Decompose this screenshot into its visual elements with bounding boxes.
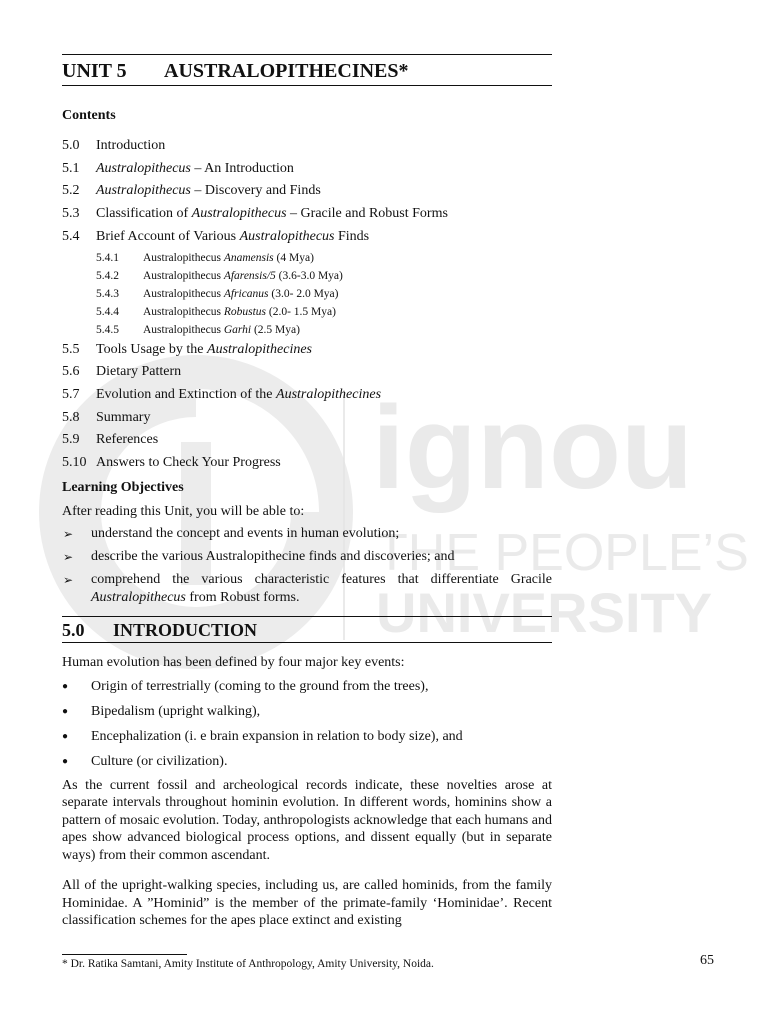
objective-text: describe the various Australopithecine finds and discoveries; and	[91, 548, 455, 564]
toc-item	[62, 361, 552, 384]
toc-number: 5.10	[62, 455, 87, 471]
toc-item	[62, 203, 552, 226]
page-number: 65	[700, 953, 714, 968]
toc-number: 5.2	[62, 183, 80, 199]
list-item-text: Culture (or civilization).	[91, 753, 228, 769]
toc-number: 5.0	[62, 138, 80, 153]
toc-label: Australopithecus Robustus (2.0- 1.5 Mya)	[143, 305, 336, 318]
list-item-text: Bipedalism (upright walking),	[91, 703, 261, 719]
toc-label: Australopithecus Anamensis (4 Mya)	[143, 251, 314, 264]
section-heading-introduction	[62, 616, 552, 643]
toc-subitem	[62, 249, 552, 267]
list-item	[62, 727, 552, 746]
page-body	[62, 54, 552, 930]
bullet-icon: ●	[62, 755, 69, 767]
toc-number: 5.6	[62, 364, 80, 380]
toc-label: Summary	[96, 409, 151, 425]
toc-number: 5.9	[62, 432, 80, 448]
toc-label: References	[96, 432, 159, 448]
toc-subitem	[62, 267, 552, 285]
section-number: 5.0	[62, 619, 85, 640]
watermark-the-peoples: THE PEOPLE’S	[376, 524, 749, 582]
toc-item	[62, 135, 552, 158]
objective-item	[62, 571, 552, 607]
list-item	[62, 702, 552, 721]
toc-number: 5.5	[62, 341, 80, 357]
toc-label: Evolution and Extinction of the Australopithecines	[96, 386, 382, 402]
table-of-contents	[62, 135, 552, 475]
toc-label: Brief Account of Various Australopithecus Finds	[96, 228, 370, 244]
footnote: * Dr. Ratika Samtani, Amity Institute of Anthropology, Amity University, Noida.	[62, 958, 434, 970]
toc-label: Answers to Check Your Progress	[96, 455, 281, 471]
objective-item	[62, 525, 552, 543]
toc-label: Australopithecus Africanus (3.0- 2.0 Mya)	[143, 287, 339, 300]
paragraph-hominids: All of the upright-walking species, including us, are called hominids, from the family Hominidae. A ”Hominid” is the member of the primate-family ‘Hominidae’. Recent classification schemes for the apes place extinct and existing	[62, 878, 552, 929]
key-events-list	[62, 677, 552, 771]
toc-number: 5.8	[62, 409, 80, 425]
watermark-ignou: ignou	[372, 382, 694, 514]
objective-item	[62, 548, 552, 566]
arrow-bullet-icon: ➢	[63, 572, 74, 587]
toc-number: 5.4.4	[96, 305, 119, 318]
toc-subitem	[62, 285, 552, 303]
list-item	[62, 677, 552, 696]
toc-item	[62, 407, 552, 430]
section-title: INTRODUCTION	[113, 619, 258, 640]
toc-item	[62, 180, 552, 203]
toc-label: Australopithecus – An Introduction	[96, 160, 294, 176]
objective-text: understand the concept and events in human evolution;	[91, 525, 400, 541]
toc-number: 5.1	[62, 160, 80, 176]
toc-item	[62, 226, 552, 249]
bullet-icon: ●	[62, 705, 69, 717]
toc-number: 5.4.5	[96, 323, 119, 336]
footnote-rule	[62, 954, 187, 955]
list-item	[62, 752, 552, 771]
toc-label: Tools Usage by the Australopithecines	[96, 341, 313, 357]
toc-item	[62, 384, 552, 407]
toc-label: Australopithecus Garhi (2.5 Mya)	[143, 323, 300, 336]
objective-text: comprehend the various characteristic features that differentiate Gracile Australopithecus from Robust forms.	[91, 571, 552, 605]
arrow-bullet-icon: ➢	[63, 526, 74, 541]
arrow-bullet-icon: ➢	[63, 549, 74, 564]
toc-number: 5.4	[62, 228, 80, 244]
list-item-text: Origin of terrestrially (coming to the ground from the trees),	[91, 678, 429, 694]
toc-number: 5.7	[62, 386, 80, 402]
introduction-lead: Human evolution has been defined by four major key events:	[62, 654, 405, 670]
toc-label: Introduction	[96, 138, 166, 153]
toc-label: Australopithecus Afarensis/5 (3.6-3.0 Mya)	[143, 269, 343, 282]
paragraph-fossil-record: As the current fossil and archeological records indicate, these novelties arose at separate intervals throughout hominin evolution. In different words, hominins show a pattern of mosaic evolution. Today, anthropologists acknowledge that each humans and apes show advanced biological process options, and dissent equally (but in separate ways) from their common ascendant.	[62, 777, 552, 863]
toc-label: Classification of Australopithecus – Gracile and Robust Forms	[96, 206, 448, 222]
toc-subitem	[62, 303, 552, 321]
unit-number: UNIT 5	[62, 60, 127, 82]
toc-subitem	[62, 321, 552, 339]
objectives-list	[62, 525, 552, 607]
toc-label: Australopithecus – Discovery and Finds	[96, 183, 321, 199]
toc-label: Dietary Pattern	[96, 364, 182, 380]
bullet-icon: ●	[62, 680, 69, 692]
toc-number: 5.4.1	[96, 251, 119, 264]
toc-item	[62, 158, 552, 181]
bullet-icon: ●	[62, 730, 69, 742]
toc-item	[62, 452, 552, 475]
toc-item	[62, 429, 552, 452]
unit-title	[62, 55, 552, 86]
toc-number: 5.3	[62, 206, 80, 222]
toc-number: 5.4.2	[96, 269, 119, 282]
toc-number: 5.4.3	[96, 287, 119, 300]
list-item-text: Encephalization (i. e brain expansion in relation to body size), and	[91, 728, 463, 744]
unit-name: AUSTRALOPITHECINES*	[164, 60, 409, 82]
learning-objectives-intro: After reading this Unit, you will be able to:	[62, 503, 305, 519]
contents-heading: Contents	[62, 108, 116, 123]
toc-item	[62, 339, 552, 362]
learning-objectives-heading: Learning Objectives	[62, 479, 184, 495]
watermark-university: UNIVERSITY	[376, 581, 713, 644]
